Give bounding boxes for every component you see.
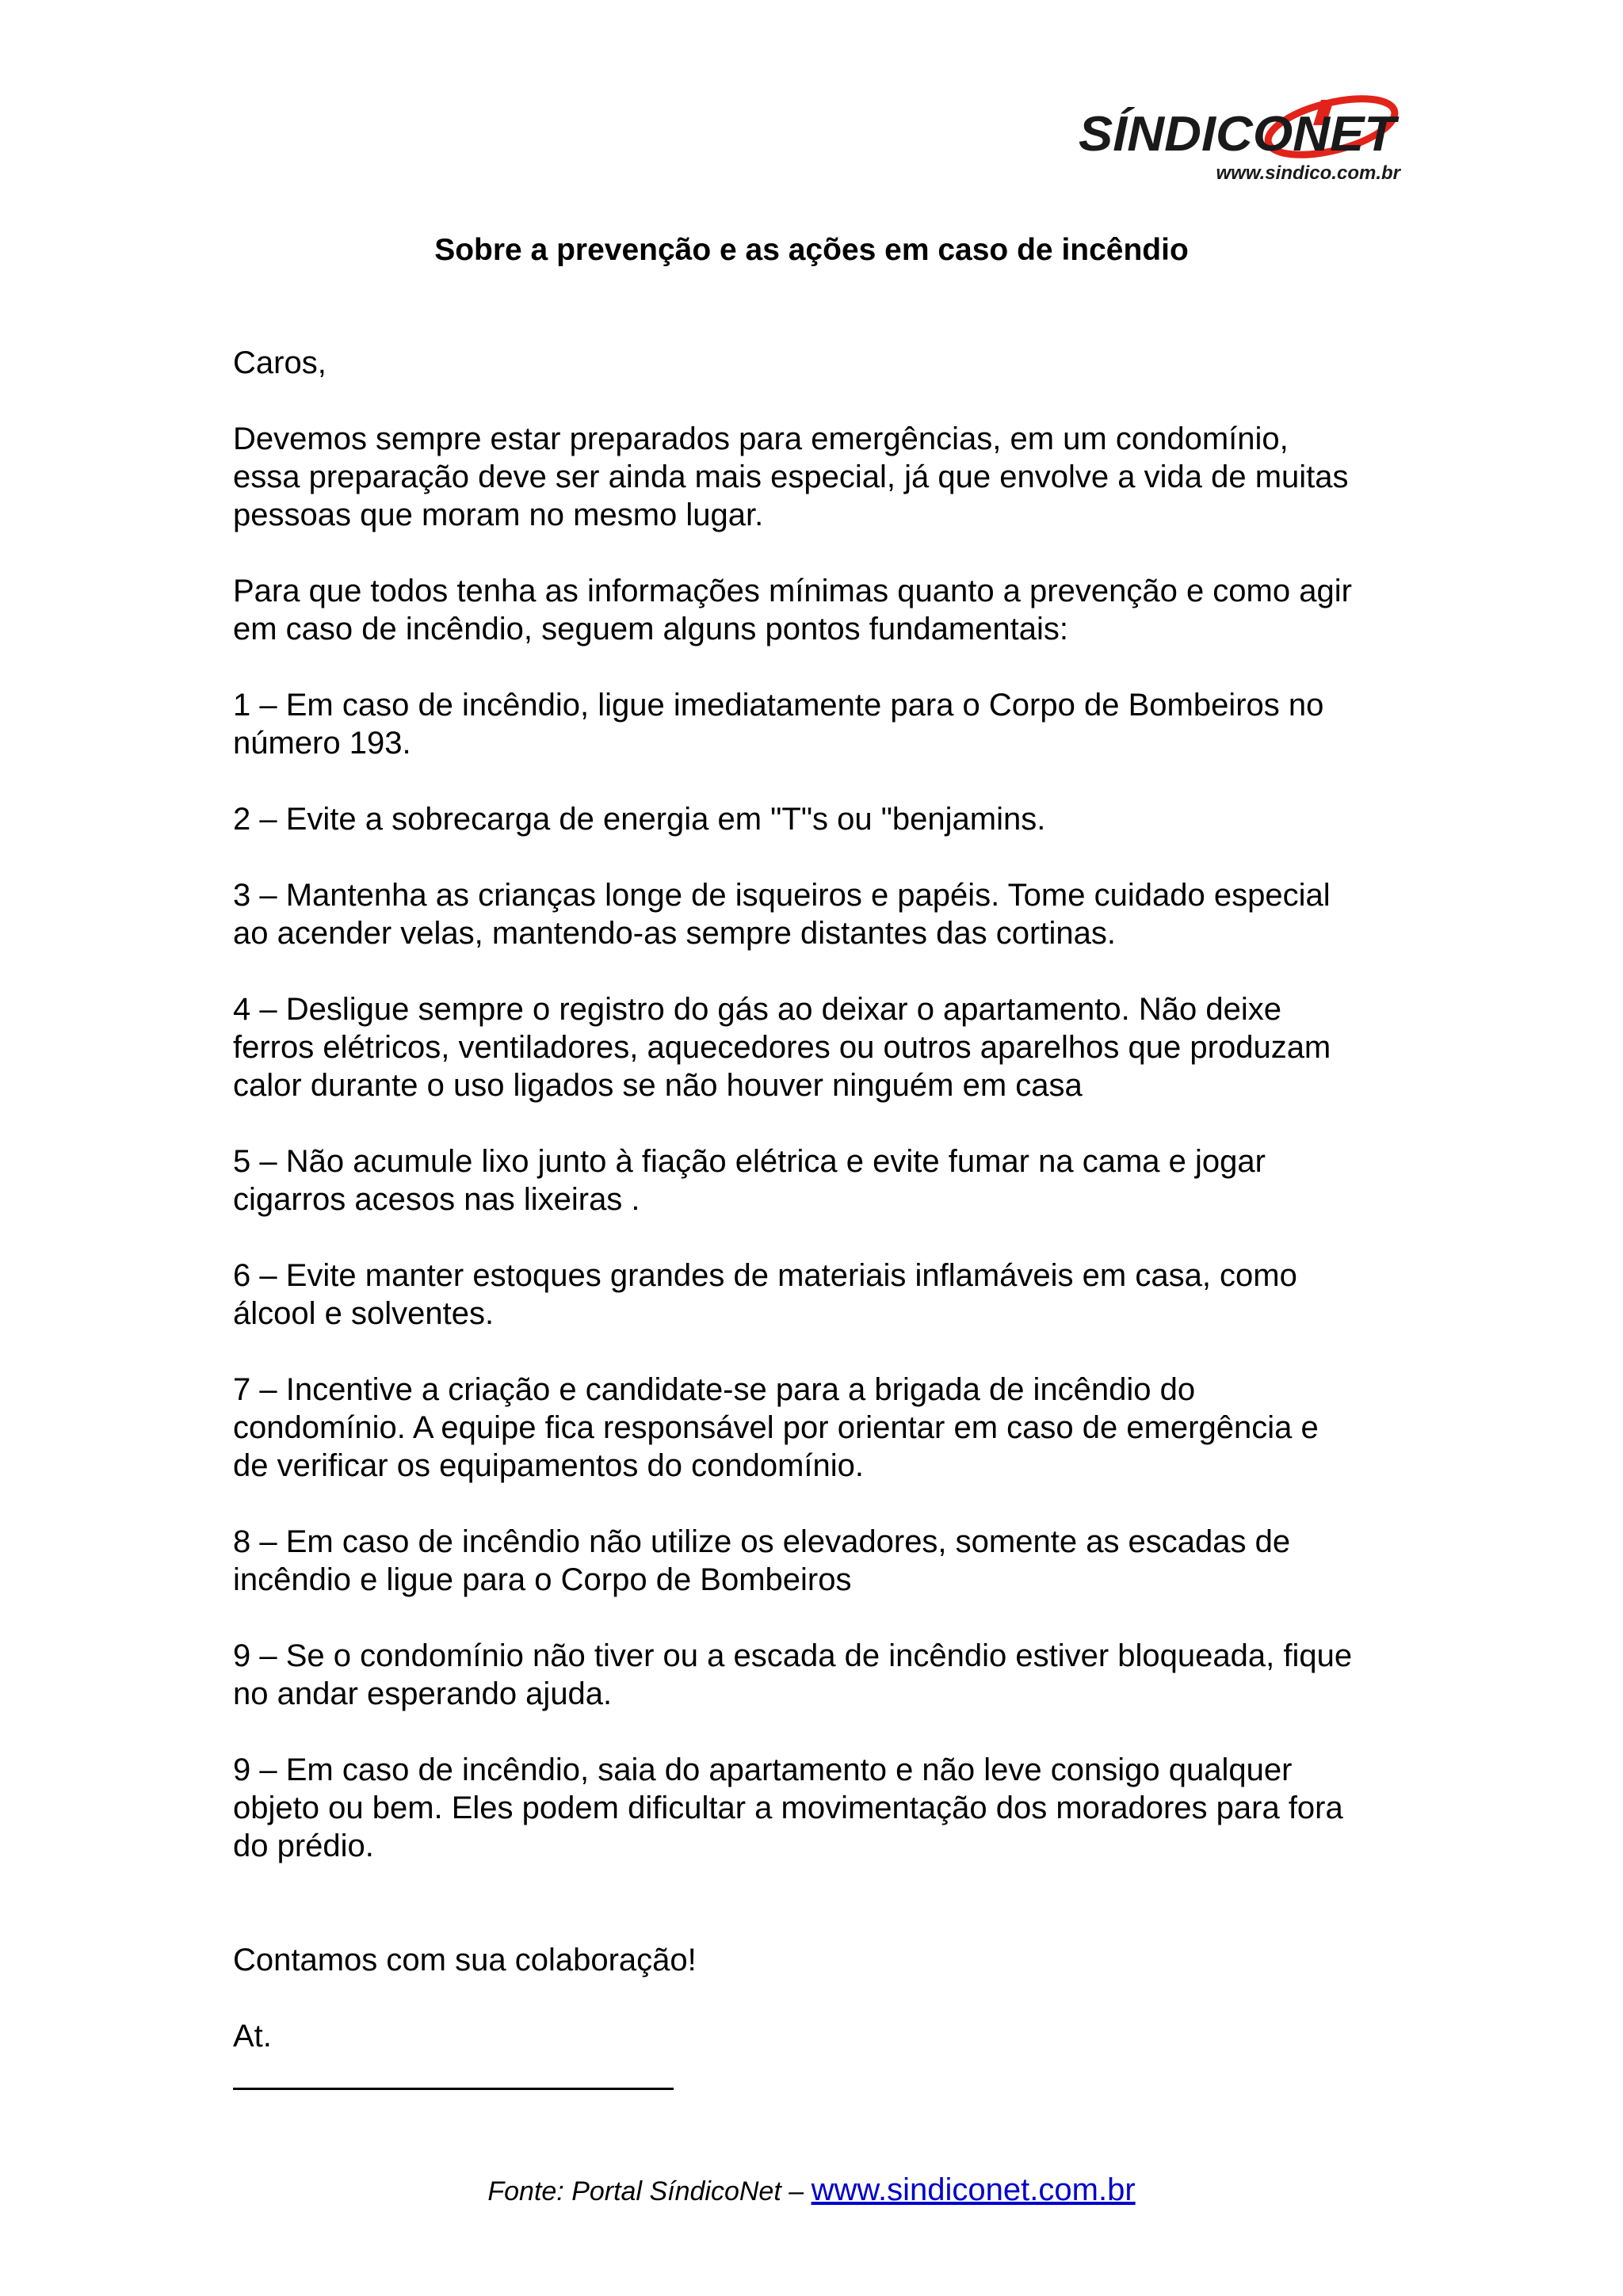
paragraph: [233, 1751, 1414, 1865]
signoff: At.: [233, 2019, 272, 2054]
paragraph: [233, 420, 1414, 534]
paragraph-list: [233, 420, 1414, 1865]
paragraph-line: incêndio e ligue para o Corpo de Bombeiros: [233, 1562, 852, 1597]
paragraph: [233, 1257, 1414, 1333]
paragraph-line: 8 – Em caso de incêndio não utilize os elevadores, somente as escadas de: [233, 1524, 1291, 1559]
paragraph-line: em caso de incêndio, seguem alguns pontos fundamentais:: [233, 612, 1069, 646]
paragraph-line: objeto ou bem. Eles podem dificultar a movimentação dos moradores para fora: [233, 1791, 1343, 1825]
paragraph-line: pessoas que moram no mesmo lugar.: [233, 498, 764, 532]
paragraph: [233, 1371, 1414, 1485]
paragraph-line: 9 – Em caso de incêndio, saia do apartamento e não leve consigo qualquer: [233, 1753, 1293, 1787]
signature-line: [233, 2088, 674, 2090]
footer: [0, 2171, 1623, 2210]
paragraph-line: do prédio.: [233, 1829, 374, 1863]
paragraph-line: de verificar os equipamentos do condomínio.: [233, 1448, 865, 1483]
paragraph-line: condomínio. A equipe fica responsável por orientar em caso de emergência e: [233, 1410, 1319, 1445]
paragraph-line: ferros elétricos, ventiladores, aquecedores ou outros aparelhos que produzam: [233, 1030, 1331, 1065]
paragraph-line: 7 – Incentive a criação e candidate-se para a brigada de incêndio do: [233, 1372, 1196, 1407]
paragraph: [233, 572, 1414, 648]
paragraph-line: no andar esperando ajuda.: [233, 1676, 613, 1711]
paragraph-line: 6 – Evite manter estoques grandes de materiais inflamáveis em casa, como: [233, 1258, 1297, 1293]
letter-body: [233, 344, 1414, 2093]
document-title: Sobre a prevenção e as ações em caso de incêndio: [434, 233, 1189, 267]
paragraph: [233, 990, 1414, 1104]
paragraph-line: 4 – Desligue sempre o registro do gás ao deixar o apartamento. Não deixe: [233, 992, 1281, 1027]
paragraph-line: 5 – Não acumule lixo junto à fiação elétrica e evite fumar na cama e jogar: [233, 1144, 1266, 1179]
greeting: Caros,: [233, 345, 327, 380]
paragraph-line: número 193.: [233, 726, 411, 761]
closing-line: Contamos com sua colaboração!: [233, 1943, 697, 1978]
paragraph: [233, 1142, 1414, 1219]
paragraph: [233, 1523, 1414, 1599]
paragraph-line: essa preparação deve ser ainda mais especial, já que envolve a vida de muitas: [233, 460, 1349, 494]
paragraph-line: Para que todos tenha as informações mínimas quanto a prevenção e como agir: [233, 574, 1352, 608]
footer-link[interactable]: www.sindiconet.com.br: [811, 2172, 1136, 2207]
paragraph-line: 9 – Se o condomínio não tiver ou a escada de incêndio estiver bloqueada, fique: [233, 1638, 1353, 1673]
logo-url: www.sindico.com.br: [1216, 162, 1400, 184]
paragraph: [233, 1637, 1414, 1713]
paragraph-line: álcool e solventes.: [233, 1296, 495, 1331]
sindiconet-logo: [1074, 93, 1407, 189]
paragraph-line: 3 – Mantenha as crianças longe de isqueiros e papéis. Tome cuidado especial: [233, 878, 1331, 913]
logo-wordmark: SÍNDICONET: [1079, 107, 1400, 162]
paragraph-line: ao acender velas, mantendo-as sempre distantes das cortinas.: [233, 916, 1116, 951]
footer-source: Fonte: Portal SíndicoNet –: [487, 2176, 804, 2206]
paragraph: [233, 876, 1414, 952]
paragraph: [233, 800, 1414, 838]
paragraph-line: cigarros acesos nas lixeiras .: [233, 1182, 640, 1217]
paragraph-line: 1 – Em caso de incêndio, ligue imediatamente para o Corpo de Bombeiros no: [233, 688, 1324, 723]
paragraph-line: 2 – Evite a sobrecarga de energia em "T"s ou "benjamins.: [233, 802, 1046, 837]
paragraph-line: Devemos sempre estar preparados para emergências, em um condomínio,: [233, 421, 1289, 456]
paragraph: [233, 686, 1414, 762]
paragraph-line: calor durante o uso ligados se não houver ninguém em casa: [233, 1068, 1083, 1103]
